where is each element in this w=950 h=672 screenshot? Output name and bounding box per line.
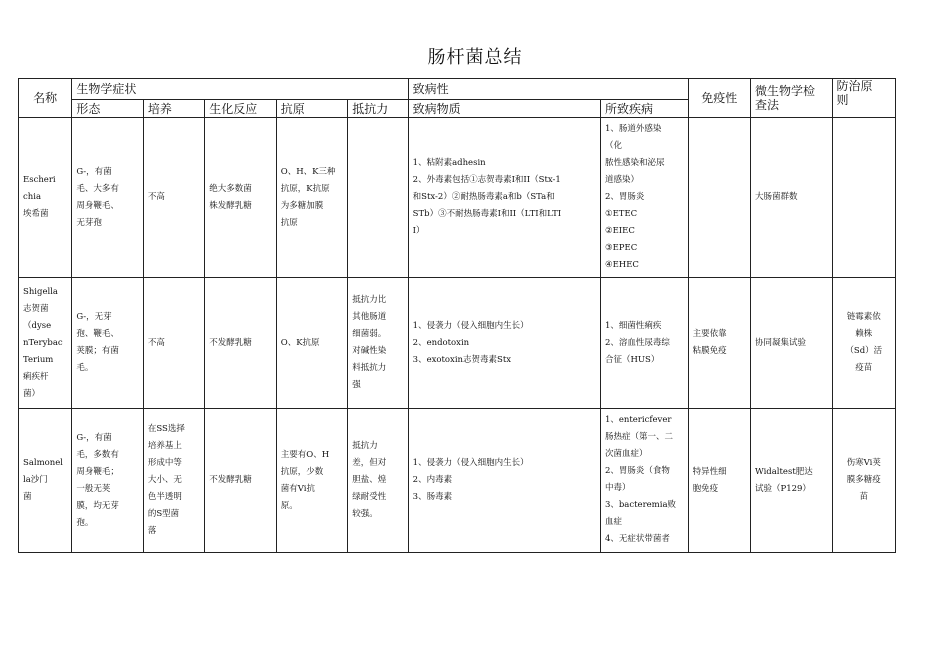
cell-name (19, 118, 72, 278)
cell-line: 试验（P129） (754, 483, 811, 494)
cell-line: 料抵抗力 (352, 363, 387, 373)
cell-line: 1、侵袭力（侵入细胞内生长） (412, 458, 529, 468)
cell-line: 荚膜；有菌 (76, 346, 119, 356)
cell-line: 1、侵袭力（侵入细胞内生长） (412, 320, 529, 331)
cell-line: 株发酵乳糖 (209, 200, 252, 211)
cell-line: 微生物学检 (754, 84, 815, 98)
cell-line: 苗 (859, 492, 869, 502)
cell-line: 菌 (23, 492, 32, 502)
cell-line: 3、exotoxin志贺毒素Stx (412, 354, 512, 365)
cell-line: 志贺菌 (23, 303, 49, 314)
cell-line: G-，无芽 (76, 312, 112, 322)
cell-name (19, 409, 72, 553)
cell-immunity (688, 278, 750, 409)
header-culture: 培养 (143, 100, 204, 118)
cell-line: （Sd）活 (845, 346, 883, 356)
cell-line: ④EHEC (604, 260, 639, 270)
cell-line: 链霉素依 (846, 312, 881, 322)
cell-line: 1、肠道外感染 (604, 124, 662, 134)
cell-line: 协同凝集试验 (754, 337, 806, 348)
cell-line: 绿耐受性 (352, 492, 387, 502)
cell-line: 孢。 (76, 517, 94, 528)
cell-line: 则 (836, 93, 849, 107)
cell-line: 周身鞭毛、 (76, 200, 119, 211)
cell-line: 周身鞭毛； (76, 466, 119, 477)
cell-line: 和Stx-2）②耐热肠毒素a和b（STa和 (412, 192, 555, 202)
cell-line: 不高 (147, 192, 165, 202)
cell-line: 膜，均无芽 (76, 500, 119, 511)
cell-line: 查法 (754, 98, 779, 112)
cell-line: 毛，多数有 (76, 449, 119, 460)
cell-line: la沙门 (23, 475, 48, 485)
cell-line: 1、细菌性痢疾 (604, 320, 662, 331)
cell-line: （dyse (23, 320, 52, 331)
cell-line: ②EIEC (604, 226, 635, 236)
cell-prevention (832, 409, 895, 553)
cell-line: 不高 (147, 337, 165, 348)
cell-line: 在SS选择 (147, 424, 185, 434)
cell-morphology (72, 118, 143, 278)
cell-line: 抗原 (280, 217, 298, 228)
cell-line: 培养基上 (147, 441, 182, 451)
cell-immunity (688, 118, 750, 278)
header-substance: 致病物质 (408, 100, 600, 118)
header-bio: 生物学症状 (72, 79, 408, 100)
cell-line: 为多糖加膜 (280, 200, 324, 211)
cell-micro-test (750, 118, 832, 278)
cell-line: 大肠菌群数 (754, 192, 798, 202)
cell-line: ①ETEC (604, 209, 638, 219)
cell-line: 2、胃肠炎（食物 (604, 466, 670, 476)
cell-disease (600, 278, 688, 409)
table-row (19, 118, 896, 278)
cell-line: 埃希菌 (23, 209, 49, 219)
cell-line: ③EPEC (604, 243, 638, 253)
header-prevention (832, 79, 895, 118)
cell-line: 主要依靠 (692, 329, 727, 339)
cell-disease (600, 118, 688, 278)
cell-line: G-，有菌 (76, 432, 112, 443)
cell-line: 孢、鞭毛、 (76, 329, 119, 339)
cell-line: 疫苗 (855, 363, 873, 373)
cell-line: G-，有菌 (76, 166, 112, 177)
cell-line: 无芽孢 (76, 217, 102, 228)
cell-line: 菌有Vi抗 (280, 483, 315, 494)
cell-line: 抗原，少数 (280, 466, 324, 477)
table-row (19, 409, 896, 553)
cell-antigen (276, 118, 347, 278)
cell-substance (408, 118, 600, 278)
cell-line: 落 (147, 526, 157, 536)
cell-line: 2、外毒素包括①志贺毒素I和II（Stx-1 (412, 175, 561, 185)
cell-culture (143, 409, 204, 553)
cell-line: 抗原，K抗原 (280, 183, 330, 194)
cell-line: 痢疾杆 (23, 371, 49, 382)
cell-line: 胆盐、煌 (352, 475, 387, 485)
header-name: 名称 (19, 79, 72, 118)
header-row-1 (19, 79, 896, 100)
cell-line: Widaltest肥达 (754, 466, 813, 477)
cell-line: （化 (604, 141, 622, 151)
cell-line: 差，但对 (352, 458, 387, 468)
cell-line: Shigella (23, 286, 58, 297)
cell-line: 原。 (280, 500, 298, 511)
cell-resistance (348, 118, 408, 278)
cell-antigen (276, 409, 347, 553)
cell-line: nTerybac (23, 337, 63, 348)
cell-disease (600, 409, 688, 553)
cell-line: 2、endotoxin (412, 337, 470, 348)
cell-line: 脓性感染和泌尿 (604, 158, 665, 168)
cell-line: 2、胃肠炎 (604, 192, 645, 202)
cell-line: 胞免疫 (692, 483, 719, 494)
cell-line: 肠热症（第一、二 (604, 432, 673, 442)
cell-biochem (205, 118, 276, 278)
cell-line: chia (23, 192, 42, 202)
header-disease: 所致疾病 (600, 100, 688, 118)
cell-line: 次菌血症） (604, 449, 648, 459)
cell-line: STb）③不耐热肠毒素I和II（LTI和LTI (412, 209, 562, 219)
cell-micro-test (750, 278, 832, 409)
cell-culture (143, 278, 204, 409)
cell-biochem (205, 278, 276, 409)
cell-line: 的S型菌 (147, 509, 180, 519)
cell-line: 不发酵乳糖 (209, 475, 252, 485)
header-biochem: 生化反应 (205, 100, 276, 118)
cell-line: 主要有O、H (280, 449, 330, 460)
cell-line: 抵抗力 (352, 441, 378, 451)
cell-line: 3、bacteremia败 (604, 500, 677, 510)
header-resistance: 抵抗力 (348, 100, 408, 118)
cell-resistance (348, 409, 408, 553)
cell-prevention (832, 118, 895, 278)
cell-line: 3、肠毒素 (412, 492, 453, 502)
cell-line: 对碱性染 (352, 346, 387, 356)
cell-resistance (348, 278, 408, 409)
cell-line: 4、无症状带菌者 (604, 534, 670, 544)
header-pathogenicity: 致病性 (408, 79, 688, 100)
cell-biochem (205, 409, 276, 553)
cell-line: 特异性细 (692, 466, 727, 477)
cell-line: 血症 (604, 517, 622, 527)
cell-line: 色半透明 (147, 492, 182, 502)
summary-table (18, 78, 896, 553)
cell-immunity (688, 409, 750, 553)
cell-line: 膜多糖疫 (846, 475, 881, 485)
cell-line: 不发酵乳糖 (209, 337, 252, 348)
cell-line: 绝大多数菌 (209, 183, 252, 194)
cell-line: Escheri (23, 175, 56, 185)
header-micro-test (750, 79, 832, 118)
cell-line: 强 (352, 380, 361, 390)
header-immunity: 免疫性 (688, 79, 750, 118)
cell-line: 形成中等 (147, 458, 182, 468)
cell-line: 道感染） (604, 175, 639, 185)
cell-line: 毛、大多有 (76, 183, 119, 194)
cell-line: 赖株 (855, 329, 873, 339)
cell-line: 细菌弱。 (352, 329, 387, 339)
cell-line: I） (412, 226, 425, 236)
cell-line: Terium (23, 354, 54, 365)
cell-line: 大小、无 (147, 475, 182, 485)
cell-line: 2、溶血性尿毒综 (604, 337, 670, 348)
cell-culture (143, 118, 204, 278)
cell-substance (408, 409, 600, 553)
cell-substance (408, 278, 600, 409)
cell-line: 菌） (23, 388, 41, 399)
cell-micro-test (750, 409, 832, 553)
cell-line: 一般无荚 (76, 483, 111, 494)
cell-line: 1、粘附素adhesin (412, 158, 486, 168)
cell-line: 抵抗力比 (352, 295, 387, 305)
cell-line: O、K抗原 (280, 337, 320, 348)
cell-name (19, 278, 72, 409)
cell-line: O、H、K三种 (280, 166, 336, 177)
cell-line: Salmonel (23, 458, 64, 468)
cell-antigen (276, 278, 347, 409)
cell-line: 粘膜免疫 (692, 346, 727, 356)
cell-line: 其他肠道 (352, 312, 387, 322)
cell-line: 1、entericfever (604, 415, 672, 425)
header-antigen: 抗原 (276, 100, 347, 118)
cell-line: 中毒） (604, 483, 631, 493)
cell-line: 毛。 (76, 363, 94, 373)
cell-morphology (72, 278, 143, 409)
cell-line: 较强。 (352, 509, 378, 519)
cell-line: 2、内毒素 (412, 475, 453, 485)
cell-line: 伤寒Vi荚 (846, 458, 881, 468)
header-morphology: 形态 (72, 100, 143, 118)
cell-line: 防治原 (836, 79, 873, 93)
table-row (19, 278, 896, 409)
cell-line: 合征（HUS） (604, 354, 660, 365)
cell-prevention (832, 278, 895, 409)
page-title: 肠杆菌总结 (427, 47, 523, 68)
cell-morphology (72, 409, 143, 553)
